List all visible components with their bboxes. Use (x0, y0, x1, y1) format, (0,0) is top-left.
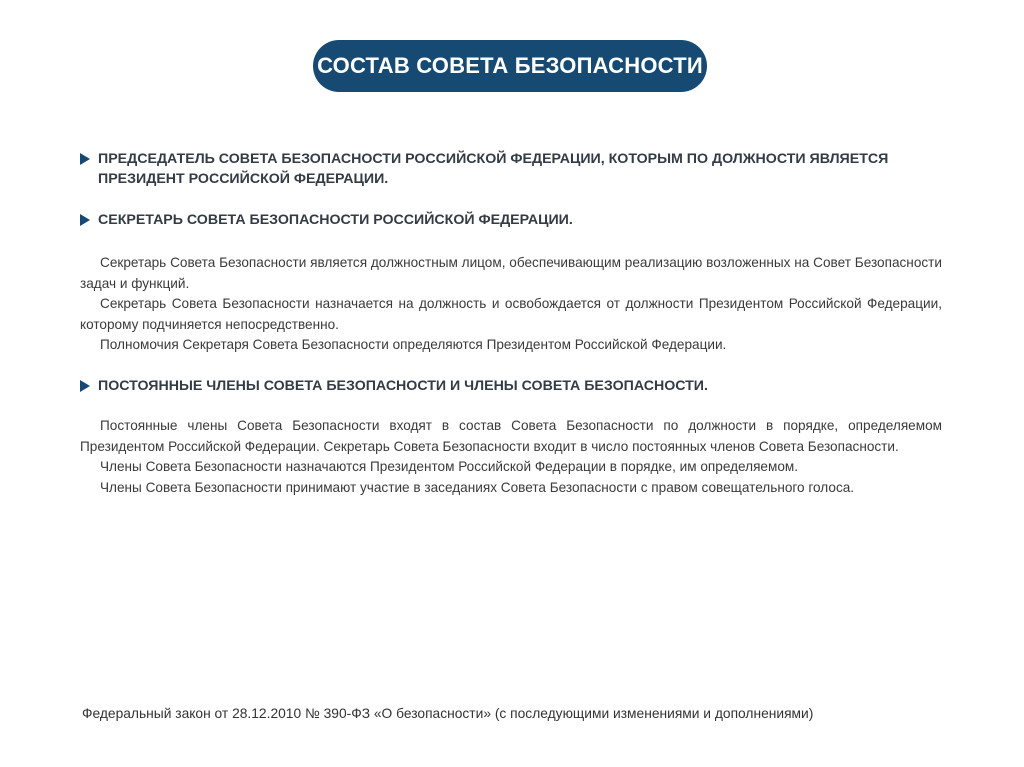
section-heading-chairman (80, 149, 910, 189)
section-heading-text: ПОСТОЯННЫЕ ЧЛЕНЫ СОВЕТА БЕЗОПАСНОСТИ И ЧЛЕНЫ СОВЕТА БЕЗОПАСНОСТИ. (98, 378, 708, 394)
paragraph: Члены Совета Безопасности назначаются Президентом Российской Федерации в порядке, им определяемом. (100, 459, 799, 474)
triangle-bullet-icon (80, 153, 90, 165)
section-heading-text: СЕКРЕТАРЬ СОВЕТА БЕЗОПАСНОСТИ РОССИЙСКОЙ ФЕДЕРАЦИИ. (98, 212, 573, 228)
paragraph: Секретарь Совета Безопасности является должностным лицом, обеспечивающим реализацию возложенных на Совет Безопасности задач и функций. (80, 255, 942, 291)
page-title: СОСТАВ СОВЕТА БЕЗОПАСНОСТИ (313, 40, 707, 92)
footer-source: Федеральный закон от 28.12.2010 № 390-ФЗ «О безопасности» (с последующими изменениями и дополнениями) (82, 706, 814, 721)
secretary-description (80, 253, 942, 356)
triangle-bullet-icon (80, 380, 90, 392)
section-heading-text: ПРЕДСЕДАТЕЛЬ СОВЕТА БЕЗОПАСНОСТИ РОССИЙСКОЙ ФЕДЕРАЦИИ, КОТОРЫМ ПО ДОЛЖНОСТИ ЯВЛЯЕТСЯ ПРЕЗИДЕНТ РОССИЙСКОЙ ФЕДЕРАЦИИ. (98, 151, 889, 187)
paragraph: Члены Совета Безопасности принимают участие в заседаниях Совета Безопасности с правом совещательного голоса. (100, 479, 855, 495)
members-description (80, 416, 942, 498)
paragraph: Секретарь Совета Безопасности назначается на должность и освобождается от должности Президентом Российской Федерации, которому подчиняется непосредственно. (80, 296, 942, 332)
paragraph: Полномочия Секретаря Совета Безопасности определяются Президентом Российской Федерации. (100, 337, 727, 352)
triangle-bullet-icon (80, 214, 90, 226)
paragraph: Постоянные члены Совета Безопасности входят в состав Совета Безопасности по должности в порядке, определяемом Президентом Российской Федерации. Секретарь Совета Безопасности входит в число постоянных членов Совета Безопасности. (80, 418, 942, 454)
section-heading-members (80, 376, 910, 396)
section-heading-secretary (80, 210, 910, 230)
